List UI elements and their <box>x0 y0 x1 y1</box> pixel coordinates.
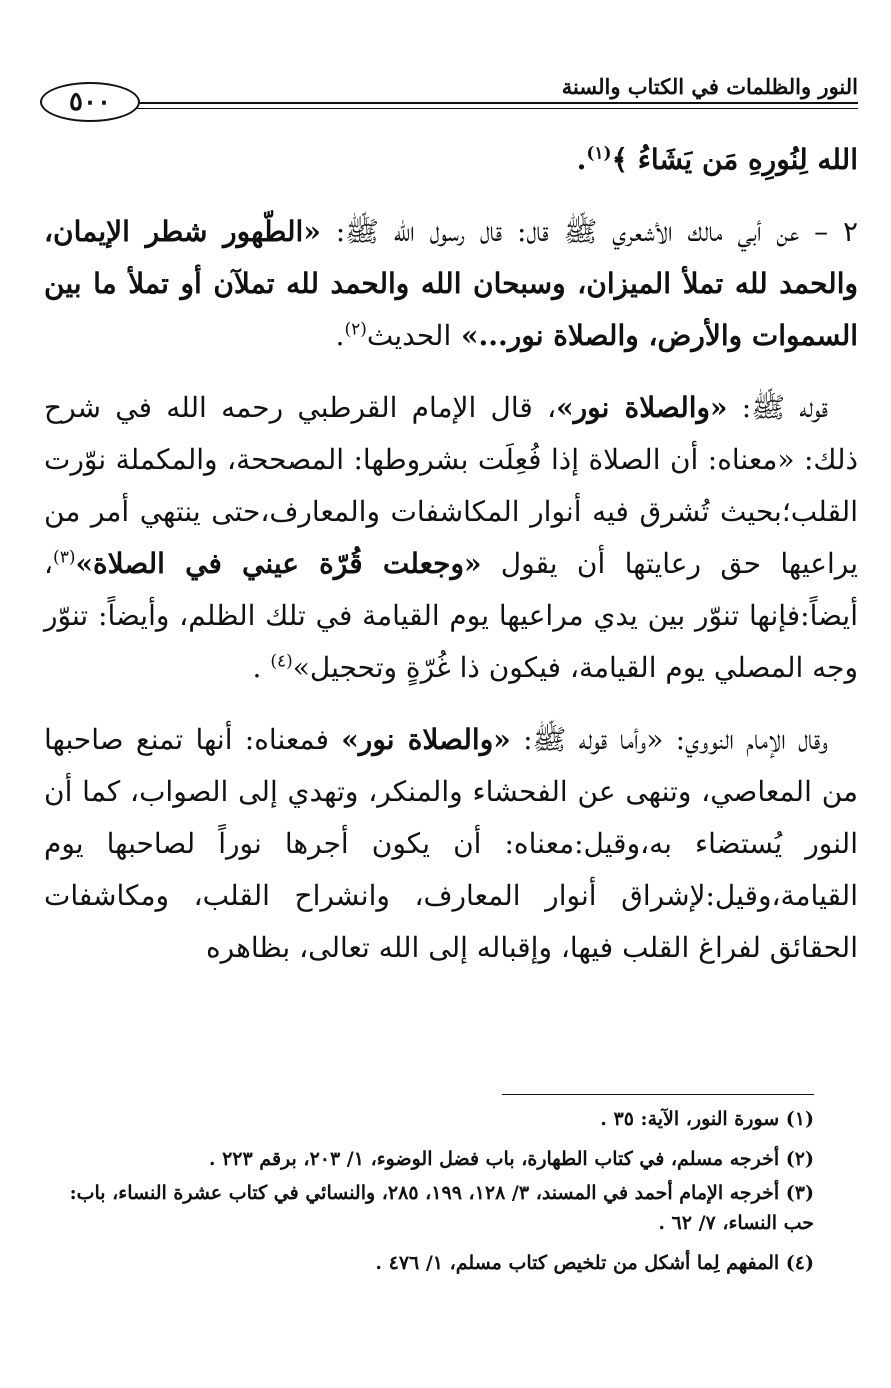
nawawi-text: فمعناه: أنها تمنع صاحبها من المعاصي، وتنهى عن الفحشاء والمنكر، وتهدي إلى الصواب، كما أن النور يُستضاء به،وقيل:معناه: أن يكون أجرها نوراً لصاحبها يوم القيامة،وقيل:لإشراق أنوار المعارف، وانشراح القلب، ومكاشفات الحقائق لفراغ القلب فيها، وإقباله إلى الله تعالى، بظاهره <box>44 723 858 964</box>
footnote-2: (٢) أخرجه مسلم، في كتاب الطهارة، باب فضل الوضوء، ١/ ٢٠٣، برقم ٢٢٣ . <box>208 1148 814 1170</box>
footnotes <box>48 1104 814 1288</box>
hadith-paragraph <box>44 206 858 362</box>
footnote-4: (٤) المفهم لِما أشكل من تلخيص كتاب مسلم، ١/ ٤٧٦ . <box>375 1252 814 1274</box>
footnote-marker-2: (٢) <box>344 319 367 340</box>
quote-qurrat-ayni: «وجعلت قُرّة عيني في الصلاة» <box>75 547 482 580</box>
footnote-1: (١) سورة النور، الآية: ٣٥ . <box>600 1108 814 1130</box>
nawawi-paragraph <box>44 714 858 974</box>
nawawi-intro: وقال الإمام النووي: «وأما قوله ﷺ: <box>510 723 828 756</box>
qurtubi-text: ، قال الإمام القرطبي رحمه الله في شرح ذلك: «معناه: أن الصلاة إذا فُعِلَت بشروطها: المصححة، والمكملة نوّرت القلب؛بحيث تُشرق فيه أنوار المكاشفات والمعارف،حتى ينتهي أمر من يراعيها حق رعايتها أن يقول <box>44 391 858 580</box>
verse-continuation: الله لِنُورِهِ مَن يَشَاءُ ﴾$^{(١)}$. <box>576 143 858 176</box>
hadith-tail: الحديث <box>366 319 452 352</box>
qurtubi-intro: قوله ﷺ: <box>727 391 828 424</box>
footnote-3: (٣) أخرجه الإمام أحمد في المسند، ٣/ ١٢٨، ١٩٩، ٢٨٥، والنسائي في كتاب عشرة النساء، باب: حب النساء، ٧/ ٦٢ . <box>69 1182 814 1234</box>
footnote-marker-3: (٣) <box>53 547 76 568</box>
hadith-intro: ٢ – عن أبي مالك الأشعري ﷺ قال: قال رسول الله ﷺ: <box>320 215 858 248</box>
hadith-text: «الطّهور شطر الإيمان، والحمد لله تملأ الميزان، وسبحان الله والحمد لله تملآن أو تملأ ما بين السموات والأرض، والصلاة نور...» <box>44 215 858 352</box>
quote-salah-nur-2: «والصلاة نور» <box>341 723 511 756</box>
header-rule <box>136 102 858 104</box>
hadith-end: . <box>335 319 345 352</box>
footnote-separator <box>502 1094 814 1095</box>
qurtubi-text-end: ، أيضاً:فإنها تنوّر بين يدي مراعيها يوم القيامة في تلك الظلم، وأيضاً: تنوّر وجه المصلي يوم القيامة، فيكون ذا غُرّةٍ وتحجيل» <box>44 547 858 684</box>
footnote-marker-1: (١) <box>586 143 612 164</box>
quote-salah-nur: «والصلاة نور» <box>556 391 728 424</box>
running-title: النور والظلمات في الكتاب والسنة <box>561 74 858 99</box>
footnote-marker-4: (٤) <box>270 651 293 672</box>
main-text <box>44 134 858 974</box>
page-number: ٥٠٠ <box>40 82 140 122</box>
verse-text: الله لِنُورِهِ مَن يَشَاءُ ﴾ <box>611 143 858 176</box>
qurtubi-paragraph <box>44 382 858 694</box>
header-rule-thin <box>136 108 858 109</box>
qurtubi-end: . <box>252 651 271 684</box>
page-header <box>40 74 858 134</box>
